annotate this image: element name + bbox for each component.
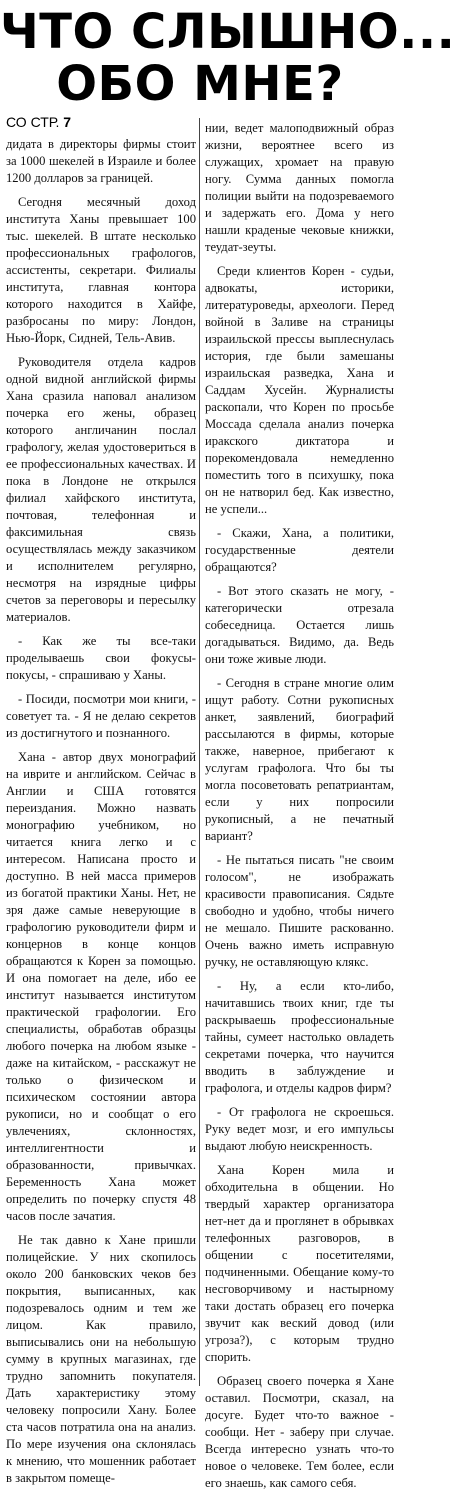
paragraph: - Посиди, посмотри мои книги, - советует та. - Я не делаю секретов из достигнутого и познанного. [6, 692, 196, 740]
paragraph: - Скажи, Хана, а политики, государственные деятели обращаются? [205, 526, 394, 574]
left-column [6, 136, 196, 1485]
paragraph: - Как же ты все-таки проделываешь свои фокусы-покусы, - спрашиваю у Ханы. [6, 634, 196, 682]
paragraph: - Сегодня в стране многие олим ищут работу. Сотни рукописных анкет, заявлений, биографий рассылаются в фирмы, которые также, наверное, прибегают к услугам графолога. Что бы ты могла посоветовать репатриантам, если у них попросили рукописный, а не печатный вариант? [205, 676, 394, 843]
headline-line-1: ЧТО СЛЫШНО... [0, 4, 455, 60]
continuation-note [6, 114, 71, 130]
paragraph: Сегодня месячный доход института Ханы превышает 100 тыс. шекелей. В штате несколько профессиональных графологов, ассистенты, секретари. Филиалы института, главная контора которого находится в Хайфе, разбросаны по миру: Лондон, Нью-Йорк, Сидней, Тель-Авив. [6, 195, 196, 345]
column-divider [199, 118, 200, 1386]
paragraph: Не так давно к Хане пришли полицейские. У них скопилось около 200 банковских чеков без покрытия, выписанных, как подозревалось одним и тем же лицом. Как правило, выписывались они на небольшую сумму в крупных магазинах, где трудно запомнить покупателя. Дать характеристику этому человеку попросили Хану. Более ста часов потратила она на анализ. По мере изучения она склонялась к мнению, что мошенник работает в закрытом помеще- [6, 1233, 196, 1485]
paragraph: - Ну, а если кто-либо, начитавшись твоих книг, где ты раскрываешь профессиональные тайны, сумеет настолько овладеть секретами почерка, что научится вводить в заблуждение и графолога, и отделы кадров фирм? [205, 979, 394, 1095]
paragraph: дидата в директоры фирмы стоит за 1000 шекелей в Израиле и более 1200 долларов за границей. [6, 137, 196, 185]
paragraph: Образец своего почерка я Хане оставил. Посмотри, сказал, на досуге. Будет что-то важное - сообщи. Нет - заберу при случае. Всегда интересно узнать что-то новое о человеке. Тем более, если его знаешь, как самого себя. [205, 1374, 394, 1490]
continuation-prefix: СО СТР. [6, 114, 60, 130]
paragraph: Среди клиентов Корен - судьи, адвокаты, историки, литературоведы, археологи. Перед войной в Заливе на страницы израильской прессы выплеснулась история, где были замешаны израильская разведка, Хана и Саддам Хусейн. Журналисты раскопали, что Корен по просьбе Моссада сделала анализ почерка иракского диктатора и порекомендовала немедленно поместить того в психушку, пока он не натворил бед. Как известно, не успели... [205, 264, 394, 516]
paragraph: - Вот этого сказать не могу, - категорически отрезала собеседница. Остается лишь догадываться. Видимо, да. Ведь они тоже живые люди. [205, 584, 394, 666]
right-column [205, 120, 394, 1490]
headline-line-2: ОБО МНЕ? [56, 56, 344, 112]
headline [0, 4, 455, 112]
paragraph: - Не пытаться писать "не своим голосом", не изображать красивости правописания. Сядьте свободно и удобно, чтобы ничего не мешало. Пишите раскованно. Очень важно иметь исправную ручку, не оставляющую клякс. [205, 853, 394, 969]
paragraph: нии, ведет малоподвижный образ жизни, вероятнее всего из служащих, хромает на правую ногу. Сумма данных помогла полиции выйти на подозреваемого и задержать его. Дома у него нашли краденые чековые книжки, теудат-зеуты. [205, 121, 394, 254]
continuation-page: 7 [63, 114, 72, 130]
paragraph: Хана Корен мила и обходительна в общении. Но твердый характер организатора нет-нет да и проглянет в обрывках телефонных разговоров, в общении с посетителями, подчиненными. Обещание кому-то несговорчивому и настырному таки достать образец его почерка звучит как веский довод (или угроза?), с которым трудно спорить. [205, 1163, 394, 1364]
paragraph: - От графолога не скроешься. Руку ведет мозг, и его импульсы выдают любую неискренность. [205, 1105, 394, 1153]
paragraph: Руководителя отдела кадров одной видной английской фирмы Хана сразила наповал анализом почерка его жены, образец которого англичанин послал графологу, желая удостовериться в ее профессиональных качествах. И пока в Лондоне не открылся филиал хайфского института, почтовая, телефонная и факсимильная связь осуществлялась между заказчиком и исполнителем регулярно, несмотря на изрядные цифры счетов за переговоры и пересылку материалов. [6, 355, 196, 624]
paragraph: Хана - автор двух монографий на иврите и английском. Сейчас в Англии и США готовятся переиздания. Можно назвать монографию учебником, но читается книга легко и с интересом. Написана просто и доступно. В ней масса примеров из богатой практики Ханы. Нет, не зря даже самые неверующие в графологию руководители фирм и концернов в конце концов обращаются к Корен за помощью. И она помогает на деле, ибо ее институт называется институтом практической графологии. Его специалисты, обработав образцы любого почерка на любом языке - даже на китайском, - расскажут не только о физическом и психическом состоянии автора рукописи, но и сообщат о его увлечениях, склонностях, интеллигентности и образованности, привычках. Беременность Хана может определить по почерку спустя 48 часов после зачатия. [6, 750, 196, 1223]
